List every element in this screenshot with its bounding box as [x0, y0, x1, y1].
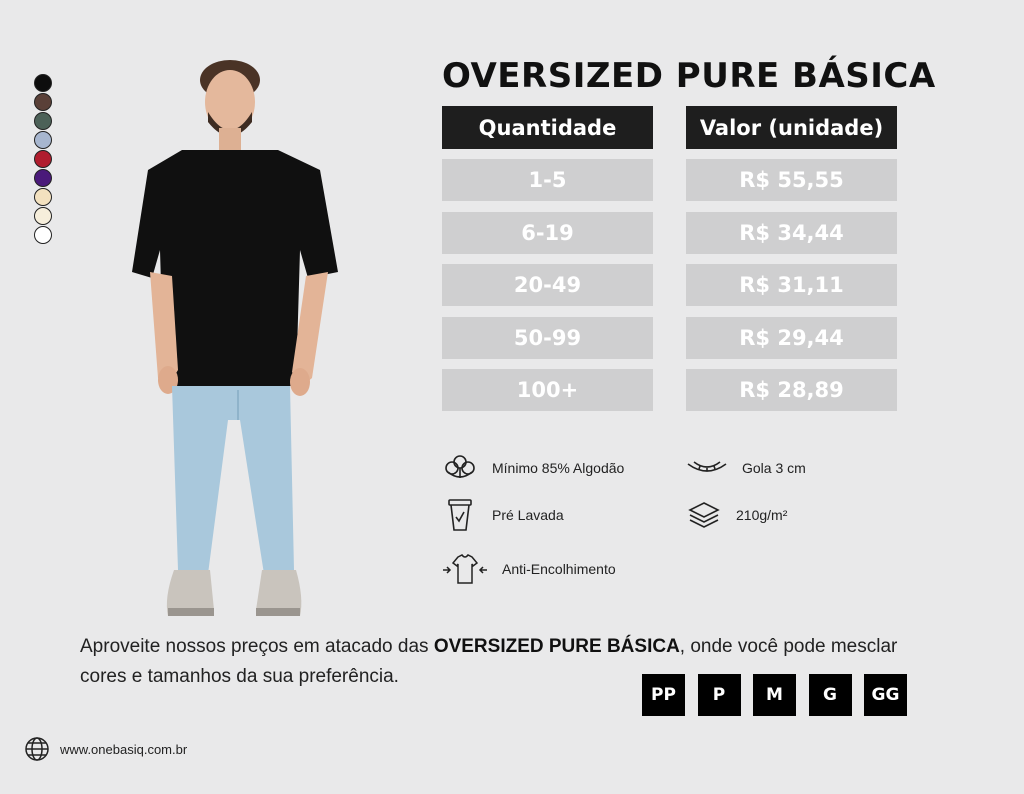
description-text: Aproveite nossos preços em atacado das	[80, 636, 434, 657]
quantity-cell: 6-19	[442, 212, 653, 254]
model-photo	[120, 50, 360, 625]
feature-collar	[686, 450, 806, 486]
description-text: , onde você pode mesclar cores e tamanhos da sua preferência.	[80, 636, 898, 687]
color-swatches	[34, 74, 54, 245]
value-column	[686, 106, 897, 422]
color-swatch-red[interactable]	[34, 150, 52, 168]
feature-cotton	[442, 450, 624, 486]
cup-icon	[442, 497, 478, 533]
feature-collar-label: Gola 3 cm	[742, 460, 806, 476]
size-options	[642, 674, 907, 716]
color-swatch-purple[interactable]	[34, 169, 52, 187]
color-swatch-brown[interactable]	[34, 93, 52, 111]
feature-weight	[686, 497, 787, 533]
feature-weight-label: 210g/m²	[736, 507, 788, 523]
size-option-gg[interactable]: GG	[864, 674, 907, 716]
quantity-cell: 20-49	[442, 264, 653, 306]
product-title: OVERSIZED PURE BÁSICA	[442, 56, 936, 96]
color-swatch-light-blue[interactable]	[34, 131, 52, 149]
feature-antishrink	[442, 551, 616, 587]
color-swatch-cream[interactable]	[34, 207, 52, 225]
value-cell: R$ 31,11	[686, 264, 897, 306]
value-header: Valor (unidade)	[686, 106, 897, 149]
website-url[interactable]: www.onebasiq.com.br	[60, 741, 188, 757]
size-option-pp[interactable]: PP	[642, 674, 685, 716]
collar-icon	[686, 450, 728, 486]
globe-icon	[24, 736, 50, 762]
quantity-cell: 100+	[442, 369, 653, 411]
description-product-name: OVERSIZED PURE BÁSICA	[433, 636, 680, 657]
value-cell: R$ 29,44	[686, 317, 897, 359]
color-swatch-black[interactable]	[34, 74, 52, 92]
size-option-m[interactable]: M	[753, 674, 796, 716]
feature-prewashed	[442, 497, 564, 533]
value-cell: R$ 28,89	[686, 369, 897, 411]
website-link[interactable]	[24, 736, 187, 762]
size-option-p[interactable]: P	[698, 674, 741, 716]
quantity-column	[442, 106, 653, 422]
quantity-header: Quantidade	[442, 106, 653, 149]
size-option-g[interactable]: G	[809, 674, 852, 716]
quantity-cell: 50-99	[442, 317, 653, 359]
feature-antishrink-label: Anti-Encolhimento	[502, 561, 616, 577]
feature-prewashed-label: Pré Lavada	[492, 507, 564, 523]
layers-icon	[686, 497, 722, 533]
color-swatch-beige[interactable]	[34, 188, 52, 206]
shirt-shrink-icon	[442, 551, 488, 587]
color-swatch-green[interactable]	[34, 112, 52, 130]
color-swatch-white[interactable]	[34, 226, 52, 244]
value-cell: R$ 55,55	[686, 159, 897, 201]
cotton-icon	[442, 450, 478, 486]
quantity-cell: 1-5	[442, 159, 653, 201]
feature-cotton-label: Mínimo 85% Algodão	[492, 460, 625, 476]
value-cell: R$ 34,44	[686, 212, 897, 254]
